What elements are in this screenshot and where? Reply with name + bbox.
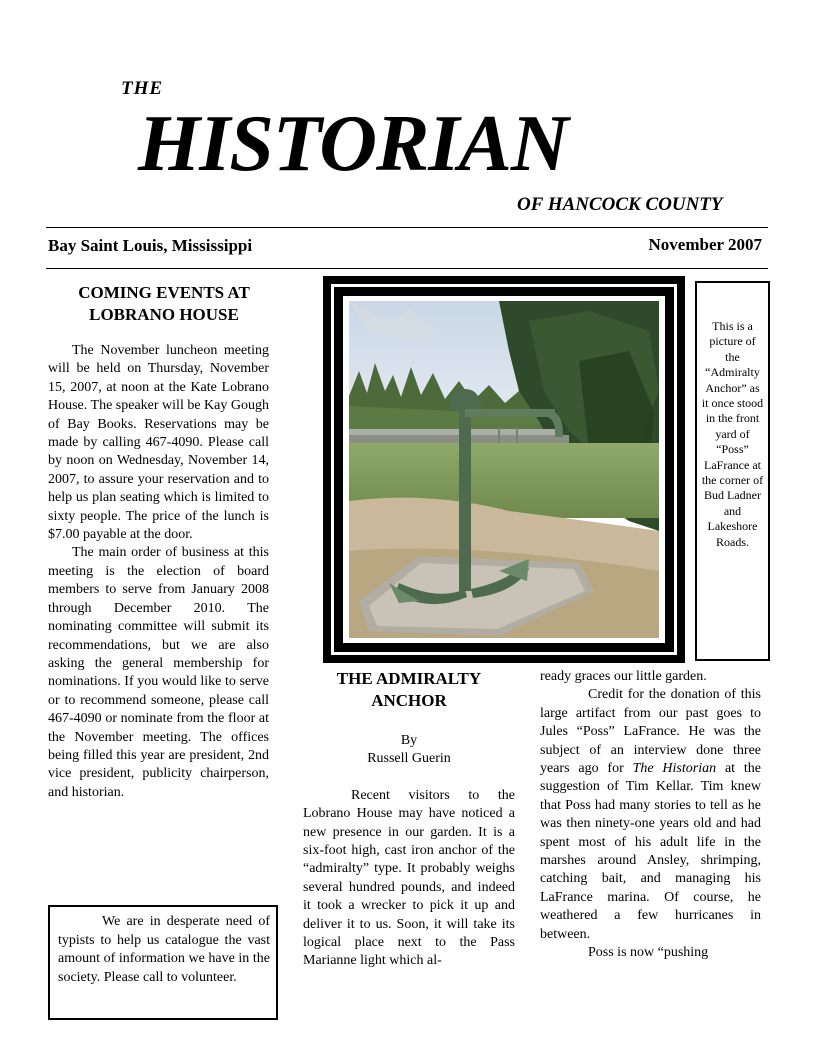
coming-events-article	[48, 282, 280, 802]
top-rule	[46, 227, 768, 228]
anchor-paragraph-2	[540, 686, 761, 944]
paragraph-2-text-a: Credit for the donation of this large artifact from our past goes to Jules “Poss” LaFrance. He was the subject of an interview done three years ago for	[540, 687, 761, 777]
anchor-article-body-col3	[540, 668, 761, 963]
photo-caption-text: This is a picture of the “Admiralty Anchor” as it once stood in the front yard of “Poss” LaFrance at the corner of Bud Ladner and Lakeshore Roads.	[701, 319, 764, 549]
anchor-article-heading	[303, 668, 515, 712]
heading-line-1: COMING EVENTS AT	[78, 283, 250, 302]
volunteer-notice-text: We are in desperate need of typists to help us catalogue the vast amount of information we have in the society. Please call to volunteer.	[58, 914, 270, 985]
coming-events-paragraph-1: The November luncheon meeting will be held on Thursday, November 15, 2007, at noon at the Kate Lobrano House. The speaker will be Kay Gough of Bay Books. Reservations may be made by calling 467-4090. Please call by noon on Wednesday, November 14, 2007, to assure your reservation and to help us plan seating which is limited to sixty people. The price of the lunch is $7.00 payable at the door.	[48, 343, 269, 543]
anchor-photo-image	[349, 301, 659, 638]
anchor-byline	[303, 732, 515, 769]
anchor-paragraph-1: Recent visitors to the Lobrano House may have noticed a new presence in our garden. It is a six-foot high, cast iron anchor of the “admiralty” type. It probably weighs several hundred pounds, and indeed it took a wrecker to pick it up and deliver it to us. Soon, it will take its logical place next to the Pass Marianne light which al-	[303, 787, 515, 969]
paragraph-2-text-b: at the suggestion of Tim Kellar. Tim knew that Poss had many stories to tell as he was then ninety-one years old and had spent most of his adult life in the marshes around Ansley, shrimping, catching bait, and managing his LaFrance marina. Of course, he weathered a few hurricanes in between.	[540, 761, 761, 942]
masthead-county: OF HANCOCK COUNTY	[517, 194, 723, 215]
anchor-heading-line-1: THE ADMIRALTY	[336, 669, 482, 688]
anchor-photo	[349, 301, 659, 638]
bottom-rule	[46, 268, 768, 269]
issue-date: November 2007	[648, 235, 762, 254]
photo-caption-box	[695, 281, 770, 661]
coming-events-body	[48, 342, 269, 802]
heading-line-2: LOBRANO HOUSE	[89, 305, 239, 324]
paragraph-2-publication: The Historian	[632, 761, 717, 777]
anchor-article	[303, 668, 515, 971]
masthead-the: THE	[121, 78, 164, 99]
newsletter-title: HISTORIAN	[138, 100, 568, 188]
byline-by: By	[400, 733, 418, 748]
anchor-paragraph-1-continued: ready graces our little garden.	[540, 669, 707, 684]
anchor-article-body-col2	[303, 787, 515, 971]
location-line: Bay Saint Louis, Mississippi	[48, 236, 253, 255]
anchor-heading-line-2: ANCHOR	[371, 691, 447, 710]
coming-events-heading	[48, 282, 280, 326]
byline-author: Russell Guerin	[367, 751, 451, 767]
coming-events-paragraph-2: The main order of business at this meeting is the election of board members to serve from January 2008 through December 2010. The nominating committee will submit its recommendations, but we are also asking the general membership for nominations. If you would like to serve or to recommend someone, please call 467-4090 or nominate from the floor at the November meeting. The offices being filled this year are president, 2nd vice president, publicity chairperson, and historian.	[48, 545, 269, 800]
volunteer-notice-box	[48, 905, 278, 1020]
anchor-paragraph-3: Poss is now “pushing	[588, 945, 709, 961]
